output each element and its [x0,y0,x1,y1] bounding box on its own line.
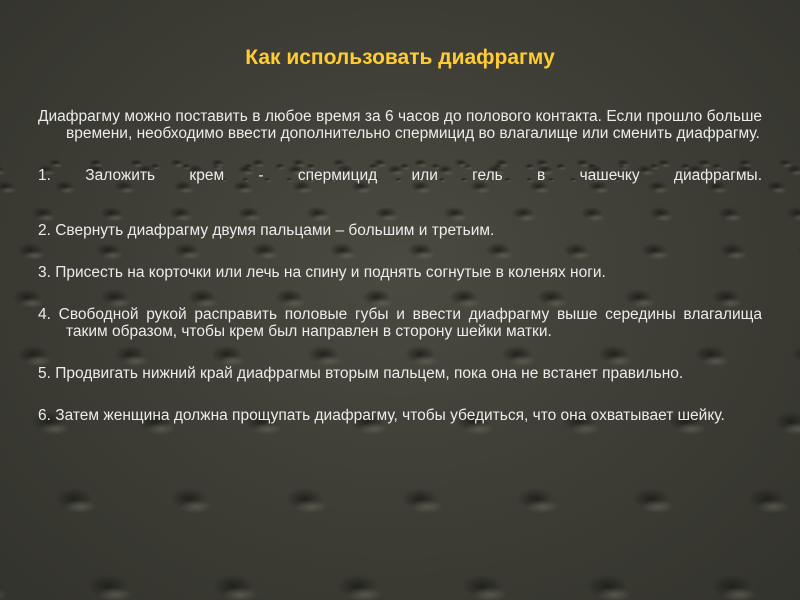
background-dot [791,345,800,363]
slide-title: Как использовать диафрагму [245,46,555,69]
background-dot-highlight [0,170,6,176]
slide-content [38,108,762,424]
background-dot-highlight [252,423,281,435]
intro-paragraph: Диафрагму можно поставить в любое время за 6 часов до полового контакта. Если прошло больше времени, необходимо ввести дополнительно спермицид во влагалище или сменить диафрагму. [38,108,762,142]
step-6: 6. Затем женщина должна прощупать диафрагму, чтобы убедиться, что она охватывает шейку. [38,407,725,424]
background-dot-highlight [180,500,212,513]
background-dot-highlight [757,500,789,513]
background-dot-highlight [411,500,443,513]
background-dot-highlight [358,423,387,435]
step-2: 2. Свернуть диафрагму двумя пальцами – большим и третьим. [38,222,495,239]
background-dot-highlight [40,423,69,435]
background-dot-highlight [146,423,175,435]
background-dot-highlight [771,187,787,194]
background-dot-highlight [571,423,600,435]
background-dot-highlight [465,423,494,435]
background-dot-highlight [0,587,8,600]
step-3: 3. Присесть на корточки или лечь на спину и поднять согнутые в коленях ноги. [38,264,606,281]
background-dot-highlight [642,500,674,513]
background-dot-highlight [0,187,16,194]
step-1: 1. Заложить крем - спермицид или гель в чашечку диафрагмы. [38,167,762,184]
background-dot-highlight [526,500,558,513]
step-4: 4. Свободной рукой расправить половые губы и ввести диафрагму выше середины влагалища таким образом, чтобы крем был направлен в сторону шейки матки. [38,306,762,340]
step-5: 5. Продвигать нижний край диафрагмы вторым пальцем, пока она не встанет правильно. [38,365,684,382]
background-dot-highlight [64,500,96,513]
background-dot-highlight [677,423,706,435]
background-dot-highlight [295,500,327,513]
